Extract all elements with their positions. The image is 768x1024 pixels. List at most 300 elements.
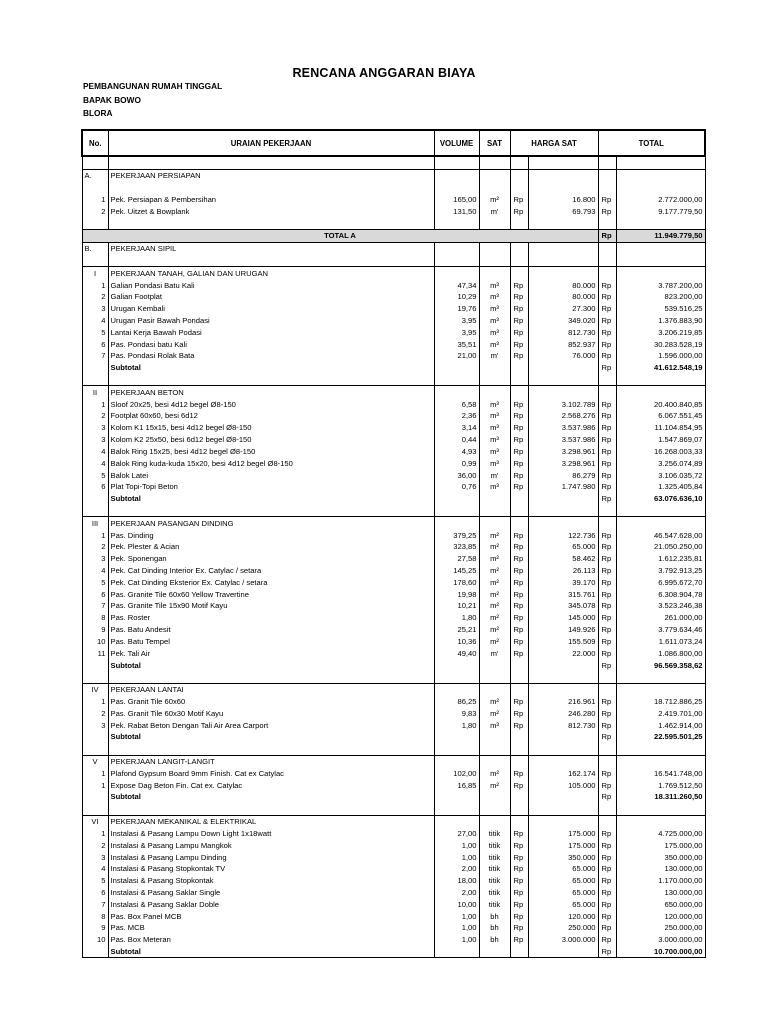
cell-total (616, 217, 705, 229)
cell-unit-price (528, 374, 598, 386)
cell-description: PEKERJAAN PASANGAN DINDING (108, 517, 434, 529)
cell-no: 8 (82, 612, 108, 624)
cell-volume: 36,00 (434, 469, 479, 481)
table-row (82, 326, 705, 338)
cell-description: Pas. Granit Tile 60x60 (108, 696, 434, 708)
cell-currency (510, 217, 528, 229)
cell-unit (479, 731, 510, 743)
cell-no (82, 803, 108, 815)
table-row (82, 839, 705, 851)
cell-volume: 18,00 (434, 875, 479, 887)
cell-currency: Rp (598, 457, 616, 469)
cell-currency (598, 803, 616, 815)
cell-no: 7 (82, 898, 108, 910)
cell-unit: m² (479, 696, 510, 708)
cell-total (616, 803, 705, 815)
cell-no: 2 (82, 839, 108, 851)
cell-currency: Rp (598, 338, 616, 350)
table-row (82, 434, 705, 446)
table-row (82, 636, 705, 648)
cell-unit: bh (479, 910, 510, 922)
cell-description: PEKERJAAN LANGIT-LANGIT (108, 755, 434, 767)
blank-row (82, 217, 705, 229)
cell-no: 2 (82, 410, 108, 422)
table-row (82, 446, 705, 458)
cell-total: 16.541.748,00 (616, 767, 705, 779)
cell-currency: Rp (510, 541, 528, 553)
cell-currency: Rp (598, 350, 616, 362)
cell-no: 1 (82, 193, 108, 205)
cell-currency: Rp (598, 875, 616, 887)
cell-currency: Rp (598, 410, 616, 422)
cell-unit-price: 39.170 (528, 576, 598, 588)
cell-description: Pek. Uitzet & Bowplank (108, 205, 434, 217)
cell-no: B. (82, 242, 108, 254)
cell-unit: m² (479, 193, 510, 205)
cell-unit (479, 169, 510, 181)
cell-currency (598, 374, 616, 386)
cell-unit-price: 69.793 (528, 205, 598, 217)
cell-no: 11 (82, 647, 108, 659)
col-header-unit-price: HARGA SAT (510, 130, 598, 156)
cell-unit-price: 105.000 (528, 779, 598, 791)
cell-currency: Rp (510, 647, 528, 659)
cell-currency (598, 815, 616, 827)
cell-no (82, 946, 108, 958)
cell-currency: Rp (510, 398, 528, 410)
cell-currency: Rp (598, 398, 616, 410)
cell-volume (434, 267, 479, 279)
cell-total: 3.106.035,72 (616, 469, 705, 481)
cell-unit-price: 3.102.789 (528, 398, 598, 410)
cell-currency: Rp (510, 576, 528, 588)
cell-currency: Rp (510, 887, 528, 899)
cell-currency: Rp (510, 934, 528, 946)
blank-row (82, 255, 705, 267)
cell-volume (434, 169, 479, 181)
cell-no: 5 (82, 469, 108, 481)
cell-no (82, 493, 108, 505)
cell-currency: Rp (510, 565, 528, 577)
cell-total (616, 517, 705, 529)
cell-total: 3.206.219,85 (616, 326, 705, 338)
cell-currency: Rp (510, 481, 528, 493)
blank-row (82, 505, 705, 517)
cell-currency: Rp (510, 446, 528, 458)
blank-row (82, 182, 705, 194)
cell-no: 5 (82, 576, 108, 588)
cell-unit-price (528, 659, 598, 671)
cell-currency: Rp (598, 600, 616, 612)
cell-unit-price: 852.937 (528, 338, 598, 350)
cell-unit (479, 743, 510, 755)
owner-name: BAPAK BOWO (83, 95, 141, 105)
total-label: TOTAL A (82, 229, 598, 242)
cell-total: 539.516,25 (616, 303, 705, 315)
cell-unit: m² (479, 779, 510, 791)
cell-total: 823.200,00 (616, 291, 705, 303)
table-row (82, 193, 705, 205)
cell-description: Balok Latei (108, 469, 434, 481)
table-row (82, 576, 705, 588)
table-row (82, 422, 705, 434)
cell-currency (598, 671, 616, 683)
cell-description (108, 182, 434, 194)
cell-volume: 21,00 (434, 350, 479, 362)
cell-description: Plat Topi-Topi Beton (108, 481, 434, 493)
col-header-unit: SAT (479, 130, 510, 156)
cell-unit-price (528, 267, 598, 279)
cell-currency: Rp (598, 469, 616, 481)
table-row (82, 624, 705, 636)
cell-description: Subtotal (108, 946, 434, 958)
cell-currency (598, 255, 616, 267)
cell-currency (510, 242, 528, 254)
subsection-row (82, 683, 705, 695)
cell-currency: Rp (510, 350, 528, 362)
cell-description (108, 803, 434, 815)
cell-no: 4 (82, 315, 108, 327)
cell-description: Kolom K1 15x15, besi 4d12 begel Ø8-150 (108, 422, 434, 434)
cell-currency: Rp (598, 422, 616, 434)
cell-currency (598, 267, 616, 279)
cell-unit-price: 122.736 (528, 529, 598, 541)
cell-description: Instalasi & Pasang Stopkontak TV (108, 863, 434, 875)
cell-volume (434, 659, 479, 671)
cell-unit-price (528, 731, 598, 743)
cell-unit: m² (479, 588, 510, 600)
cell-total: 6.308.904,78 (616, 588, 705, 600)
cell-currency: Rp (598, 851, 616, 863)
cell-currency (510, 505, 528, 517)
cell-currency: Rp (598, 767, 616, 779)
cell-no: 1 (82, 696, 108, 708)
cell-volume: 10,29 (434, 291, 479, 303)
cell-description: Pas. Granite Tile 60x60 Yellow Travertine (108, 588, 434, 600)
cell-description (108, 217, 434, 229)
cell-currency: Rp (598, 624, 616, 636)
cell-volume (434, 255, 479, 267)
cell-description: Pek. Cat Dinding Interior Ex. Catylac / setara (108, 565, 434, 577)
table-row (82, 410, 705, 422)
cell-currency: Rp (510, 828, 528, 840)
cell-currency: Rp (598, 839, 616, 851)
cell-unit-price (528, 683, 598, 695)
cell-volume: 25,21 (434, 624, 479, 636)
cell-currency: Rp (598, 922, 616, 934)
cell-volume (434, 386, 479, 398)
cell-description: Pek. Cat Dinding Eksterior Ex. Catylac / setara (108, 576, 434, 588)
cell-no: A. (82, 169, 108, 181)
cell-description: Instalasi & Pasang Lampu Dinding (108, 851, 434, 863)
cell-no (82, 659, 108, 671)
project-name: PEMBANGUNAN RUMAH TINGGAL (83, 81, 223, 91)
cell-unit: m² (479, 565, 510, 577)
cell-no: III (82, 517, 108, 529)
cell-currency: Rp (598, 193, 616, 205)
cell-volume (434, 505, 479, 517)
cell-description: Urugan Kembali (108, 303, 434, 315)
cell-unit-price (528, 242, 598, 254)
cell-volume: 178,60 (434, 576, 479, 588)
cell-currency: Rp (510, 193, 528, 205)
cell-volume (434, 815, 479, 827)
cell-no: 1 (82, 779, 108, 791)
table-row (82, 457, 705, 469)
cell-total: 41.612.548,19 (616, 362, 705, 374)
cell-volume: 10,00 (434, 898, 479, 910)
cell-currency (598, 517, 616, 529)
cell-no: 4 (82, 446, 108, 458)
cell-unit-price (528, 755, 598, 767)
cell-unit-price (528, 743, 598, 755)
cell-total: 6.995.672,70 (616, 576, 705, 588)
cell-unit-price: 812.730 (528, 719, 598, 731)
cell-volume: 10,21 (434, 600, 479, 612)
cell-unit (479, 156, 510, 169)
cell-description (108, 505, 434, 517)
cell-total: 120.000,00 (616, 910, 705, 922)
cell-unit (479, 362, 510, 374)
cell-currency: Rp (510, 338, 528, 350)
cell-currency (510, 683, 528, 695)
cell-unit-price (528, 169, 598, 181)
cell-volume (434, 743, 479, 755)
cell-unit: m³ (479, 291, 510, 303)
cell-total (616, 182, 705, 194)
col-header-description: URAIAN PEKERJAAN (108, 130, 434, 156)
cell-currency: Rp (510, 839, 528, 851)
cell-volume: 2,00 (434, 863, 479, 875)
cell-currency (598, 755, 616, 767)
cell-description: Instalasi & Pasang Stopkontak (108, 875, 434, 887)
cell-currency: Rp (510, 588, 528, 600)
cell-no (82, 217, 108, 229)
cell-unit-price: 65.000 (528, 887, 598, 899)
table-row (82, 600, 705, 612)
cell-no: 2 (82, 291, 108, 303)
cell-unit (479, 182, 510, 194)
cell-volume: 19,76 (434, 303, 479, 315)
cell-currency (598, 169, 616, 181)
cell-currency (598, 683, 616, 695)
cell-currency: Rp (510, 457, 528, 469)
cell-no: 1 (82, 279, 108, 291)
cell-total (616, 255, 705, 267)
cell-unit-price: 149.926 (528, 624, 598, 636)
cell-no: 6 (82, 887, 108, 899)
cell-description: PEKERJAAN BETON (108, 386, 434, 398)
cell-unit: m' (479, 469, 510, 481)
table-row (82, 588, 705, 600)
cell-volume: 6,58 (434, 398, 479, 410)
cell-unit: m³ (479, 457, 510, 469)
cell-currency (510, 803, 528, 815)
cell-currency (510, 169, 528, 181)
cell-currency (510, 374, 528, 386)
cell-no: 3 (82, 422, 108, 434)
table-row (82, 898, 705, 910)
cell-currency: Rp (598, 576, 616, 588)
cell-total: 1.462.914,00 (616, 719, 705, 731)
cell-currency (510, 255, 528, 267)
cell-currency: Rp (510, 875, 528, 887)
cell-description: Pas. Box Meteran (108, 934, 434, 946)
cell-volume (434, 946, 479, 958)
cell-unit-price (528, 517, 598, 529)
cell-unit-price (528, 493, 598, 505)
cell-total: 650.000,00 (616, 898, 705, 910)
cell-description (108, 671, 434, 683)
cell-unit-price: 3.298.961 (528, 446, 598, 458)
cell-volume: 3,95 (434, 315, 479, 327)
table-row (82, 398, 705, 410)
cell-total: 130.000,00 (616, 887, 705, 899)
cell-total (616, 755, 705, 767)
cell-volume (434, 803, 479, 815)
table-row (82, 719, 705, 731)
cell-unit-price: 58.462 (528, 553, 598, 565)
cell-unit-price (528, 803, 598, 815)
cell-total: 4.725.000,00 (616, 828, 705, 840)
cell-unit (479, 815, 510, 827)
cell-currency: Rp (598, 229, 616, 242)
cell-currency (510, 182, 528, 194)
cell-currency: Rp (598, 541, 616, 553)
cell-no (82, 156, 108, 169)
cell-total: 22.595.501,25 (616, 731, 705, 743)
cell-unit (479, 374, 510, 386)
table-row (82, 934, 705, 946)
cell-unit-price: 2.568.276 (528, 410, 598, 422)
cell-unit-price: 80.000 (528, 279, 598, 291)
table-row (82, 315, 705, 327)
cell-unit-price: 65.000 (528, 875, 598, 887)
cell-currency: Rp (510, 863, 528, 875)
cell-no: 5 (82, 875, 108, 887)
cell-currency: Rp (598, 303, 616, 315)
cell-currency: Rp (510, 612, 528, 624)
cell-volume: 0,44 (434, 434, 479, 446)
cell-description: Pek. Persiapan & Pembersihan (108, 193, 434, 205)
cell-description: Pas. Batu Tempel (108, 636, 434, 648)
cell-currency: Rp (598, 315, 616, 327)
cell-unit: bh (479, 934, 510, 946)
cell-no: I (82, 267, 108, 279)
cell-description: Pas. Roster (108, 612, 434, 624)
cell-no: 1 (82, 529, 108, 541)
cell-unit: m' (479, 647, 510, 659)
cell-description (108, 743, 434, 755)
cell-currency (510, 517, 528, 529)
cell-description: Pas. Granit Tile 60x30 Motif Kayu (108, 707, 434, 719)
cell-currency: Rp (510, 326, 528, 338)
cell-currency: Rp (510, 779, 528, 791)
cell-currency: Rp (510, 553, 528, 565)
cell-volume: 1,00 (434, 839, 479, 851)
cell-volume: 165,00 (434, 193, 479, 205)
subsection-row (82, 267, 705, 279)
cell-description: Subtotal (108, 362, 434, 374)
cell-no: 1 (82, 828, 108, 840)
cell-volume: 10,36 (434, 636, 479, 648)
table-row (82, 350, 705, 362)
cell-volume: 1,00 (434, 934, 479, 946)
subtotal-row (82, 731, 705, 743)
cell-unit: titik (479, 839, 510, 851)
cell-currency: Rp (598, 612, 616, 624)
cell-unit: titik (479, 851, 510, 863)
cell-unit-price: 3.537.986 (528, 422, 598, 434)
cell-total (616, 671, 705, 683)
cell-currency: Rp (510, 410, 528, 422)
cell-unit-price: 216.961 (528, 696, 598, 708)
cell-total (616, 743, 705, 755)
cell-currency (510, 156, 528, 169)
blank-row (82, 156, 705, 169)
cell-unit-price: 315.761 (528, 588, 598, 600)
cell-total: 10.700.000,00 (616, 946, 705, 958)
cell-no (82, 505, 108, 517)
cell-no: 3 (82, 851, 108, 863)
cell-unit (479, 803, 510, 815)
cell-total: 6.067.551,45 (616, 410, 705, 422)
cell-currency: Rp (598, 588, 616, 600)
cell-description: Instalasi & Pasang Saklar Doble (108, 898, 434, 910)
cell-volume (434, 182, 479, 194)
cell-volume: 19,98 (434, 588, 479, 600)
cell-total: 1.376.883,90 (616, 315, 705, 327)
cell-no: 6 (82, 588, 108, 600)
table-row (82, 541, 705, 553)
cell-description: Pas. Batu Andesit (108, 624, 434, 636)
table-row (82, 553, 705, 565)
cell-currency: Rp (598, 719, 616, 731)
cell-total: 30.283.528,19 (616, 338, 705, 350)
cell-no (82, 671, 108, 683)
cell-no: IV (82, 683, 108, 695)
cell-volume: 86,25 (434, 696, 479, 708)
table-row (82, 767, 705, 779)
cell-currency: Rp (598, 565, 616, 577)
cell-unit-price: 26.113 (528, 565, 598, 577)
cell-total: 96.569.358,62 (616, 659, 705, 671)
blank-row (82, 803, 705, 815)
cell-no: II (82, 386, 108, 398)
budget-table (81, 129, 706, 958)
cell-no: 10 (82, 934, 108, 946)
cell-total: 1.086.800,00 (616, 647, 705, 659)
subtotal-row (82, 791, 705, 803)
cell-currency: Rp (510, 696, 528, 708)
cell-volume: 1,00 (434, 851, 479, 863)
cell-unit-price: 3.000.000 (528, 934, 598, 946)
cell-volume (434, 156, 479, 169)
table-row (82, 469, 705, 481)
cell-unit-price (528, 671, 598, 683)
cell-no (82, 362, 108, 374)
cell-currency: Rp (510, 636, 528, 648)
cell-volume: 49,40 (434, 647, 479, 659)
cell-no: 5 (82, 326, 108, 338)
cell-unit (479, 517, 510, 529)
cell-description: Instalasi & Pasang Lampu Mangkok (108, 839, 434, 851)
cell-total: 46.547.628,00 (616, 529, 705, 541)
cell-unit-price (528, 386, 598, 398)
cell-currency: Rp (510, 422, 528, 434)
cell-description: Pek. Sponengan (108, 553, 434, 565)
cell-total: 261.000,00 (616, 612, 705, 624)
